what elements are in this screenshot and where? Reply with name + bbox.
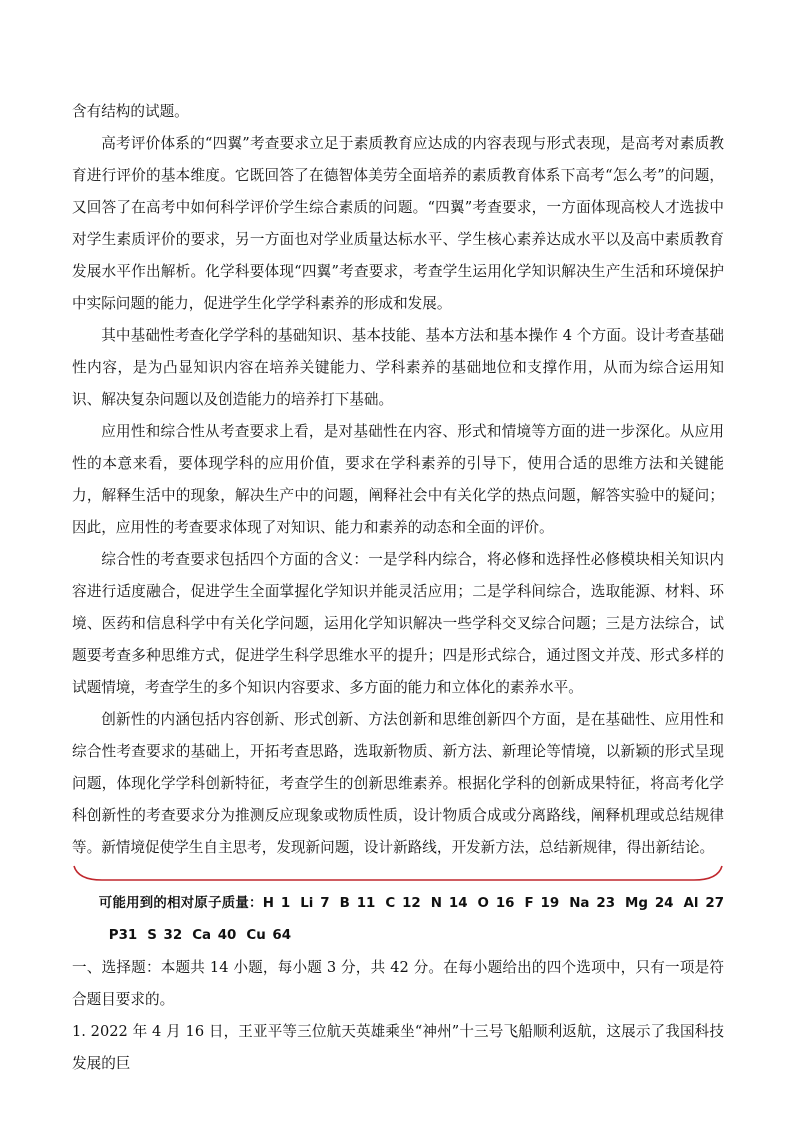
paragraph: 高考评价体系的“四翼”考查要求立足于素质教育应达成的内容表现与形式表现，是高考对素质教育进行评价的基本维度。它既回答了在德智体美劳全面培养的素质教育体系下高考“怎么考”的问题，又回答了在高考中如何科学评价学生综合素质的问题。“四翼”考查要求，一方面体现高校人才选拔中对学生素质评价的要求，另一方面也对学业质量达标水平、学生核心素养达成水平以及高中素质教育发展水平作出解析。化学科要体现“四翼”考查要求，考查学生运用化学知识解决生产生活和环境保护中实际问题的能力，促进学生化学学科素养的形成和发展。 (72, 135, 724, 312)
atomic-mass-item: Mg 24 (625, 896, 674, 911)
question-1: 1. 2022 年 4 月 16 日，王亚平等三位航天英雄乘坐“神州”十三号飞船顺利返航，这展示了我国科技发展的巨 (72, 1023, 724, 1072)
paragraph: 应用性和综合性从考查要求上看，是对基础性在内容、形式和情境等方面的进一步深化。从应用性的本意来看，要体现学科的应用价值，要求在学科素养的引导下，使用合适的思维方法和关键能力，解释生活中的现象，解决生产中的问题，阐释社会中有关化学的热点问题，解答实验中的疑问；因此，应用性的考查要求体现了对知识、能力和素养的动态和全面的评价。 (72, 423, 724, 536)
document-page (72, 96, 724, 1080)
section-heading: 一、选择题：本题共 14 小题，每小题 3 分，共 42 分。在每小题给出的四个选项中，只有一项是符合题目要求的。 (72, 959, 724, 1008)
atomic-mass-item: S 32 (147, 928, 183, 943)
paragraph: 创新性的内涵包括内容创新、形式创新、方法创新和思维创新四个方面，是在基础性、应用性和综合性考查要求的基础上，开拓考查思路，选取新物质、新方法、新理论等情境，以新颖的形式呈现问题，体现化学学科创新特征，考查学生的创新思维素养。根据化学科的创新成果特征，将高考化学科创新性的考查要求分为推测反应现象或物质性质，设计物质合成或分离路线，阐释机理或总结规律等。新情境促使学生自主思考，发现新问题，设计新路线，开发新方法，总结新规律，得出新结论。 (72, 711, 724, 856)
atomic-mass-label: 可能用到的相对原子质量： (98, 896, 263, 911)
atomic-mass-item: N 14 (430, 896, 468, 911)
atomic-mass-item: O 16 (477, 896, 515, 911)
atomic-mass-item: Cu 64 (246, 928, 292, 943)
atomic-mass-item: P31 (108, 928, 138, 943)
section-divider-curve (72, 864, 724, 886)
paragraph: 其中基础性考查化学学科的基础知识、基本技能、基本方法和基本操作 4 个方面。设计考查基础性内容，是为凸显知识内容在培养关键能力、学科素养的基础地位和支撑作用，从而为综合运用知识、解决复杂问题以及创造能力的培养打下基础。 (72, 327, 724, 408)
atomic-mass-item: Ca 40 (192, 928, 237, 943)
atomic-mass-item: B 11 (339, 896, 376, 911)
atomic-mass-line (72, 888, 724, 952)
atomic-mass-item: H 1 (262, 896, 291, 911)
atomic-mass-item: Li 7 (300, 896, 330, 911)
paragraph: 含有结构的试题。 (72, 103, 189, 120)
paragraph: 综合性的考查要求包括四个方面的含义：一是学科内综合，将必修和选择性必修模块相关知识内容进行适度融合，促进学生全面掌握化学知识并能灵活应用；二是学科间综合，选取能源、材料、环境、医药和信息科学中有关化学问题，运用化学知识解决一些学科交叉综合问题；三是方法综合，试题要考查多种思维方式，促进学生科学思维水平的提升；四是形式综合，通过图文并茂、形式多样的试题情境，考查学生的多个知识内容要求、多方面的能力和立体化的素养水平。 (72, 551, 724, 696)
atomic-mass-item: C 12 (385, 896, 421, 911)
body-text (72, 96, 724, 864)
atomic-mass-item: Al 27 (683, 896, 725, 911)
atomic-mass-item: Na 23 (569, 896, 616, 911)
atomic-mass-item: F 19 (524, 896, 560, 911)
